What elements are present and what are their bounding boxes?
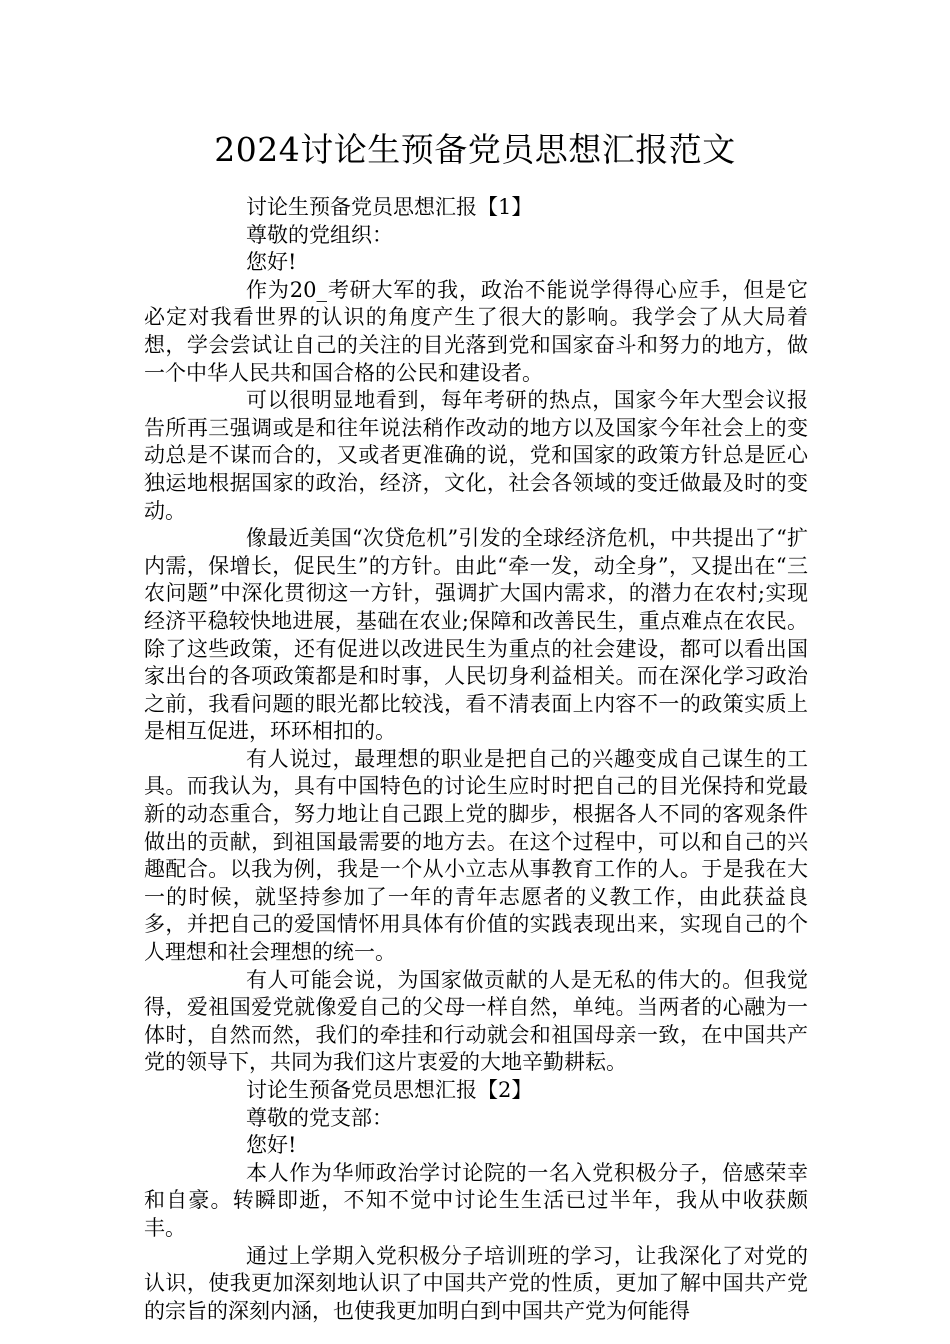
paragraph: 本人作为华师政治学讨论院的一名入党积极分子，倍感荣幸和自豪。转瞬即逝，不知不觉中讨论生生活已过半年，我从中收获颇丰。 (144, 1160, 808, 1240)
salutation: 尊敬的党支部： (246, 1105, 393, 1130)
salutation: 尊敬的党组织： (246, 222, 393, 247)
document-body (144, 194, 808, 1325)
paragraph: 有人说过，最理想的职业是把自己的兴趣变成自己谋生的工具。而我认为，具有中国特色的讨论生应时时把自己的目光保持和党最新的动态重合，努力地让自己跟上党的脚步，根据各人不同的客观条件做出的贡献，到祖国最需要的地方去。在这个过程中，可以和自己的兴趣配合。以我为例，我是一个从小立志从事教育工作的人。于是我在大一的时候，就坚持参加了一年的青年志愿者的义教工作，由此获益良多，并把自己的爱国情怀用具体有价值的实践表现出来，实现自己的个人理想和社会理想的统一。 (144, 746, 808, 965)
greeting: 您好! (246, 250, 297, 275)
paragraph: 有人可能会说，为国家做贡献的人是无私的伟大的。但我觉得，爱祖国爱党就像爱自己的父母一样自然，单纯。当两者的心融为一体时，自然而然，我们的牵挂和行动就会和祖国母亲一致，在中国共产党的领导下，共同为我们这片衷爱的大地辛勤耕耘。 (144, 967, 808, 1075)
paragraph: 通过上学期入党积极分子培训班的学习，让我深化了对党的认识，使我更加深刻地认识了中国共产党的性质，更加了解中国共产党的宗旨的深刻内涵，也使我更加明白到中国共产党为何能得 (144, 1243, 808, 1323)
paragraph: 可以很明显地看到，每年考研的热点，国家今年大型会议报告所再三强调或是和往年说法稍作改动的地方以及国家今年社会上的变动总是不谋而合的，又或者更准确的说，党和国家的政策方针总是匠心独运地根据国家的政治，经济，文化，社会各领域的变迁做最及时的变动。 (144, 388, 808, 523)
document-title: 2024讨论生预备党员思想汇报范文 (214, 130, 736, 169)
paragraph: 像最近美国“次贷危机”引发的全球经济危机，中共提出了“扩内需，保增长，促民生”的方针。由此“牵一发，动全身”，又提出在“三农问题”中深化贯彻这一方针，强调扩大国内需求，的潜力在农村;实现经济平稳较快地进展，基础在农业;保障和改善民生，重点难点在农民。除了这些政策，还有促进以改进民生为重点的社会建设，都可以看出国家出台的各项政策都是和时事，人民切身利益相关。而在深化学习政治之前，我看问题的眼光都比较浅，看不清表面上内容不一的政策实质上是相互促进，环环相扣的。 (144, 526, 808, 744)
greeting: 您好! (246, 1133, 297, 1158)
section-heading-2: 讨论生预备党员思想汇报【2】 (246, 1078, 533, 1102)
section-heading-1: 讨论生预备党员思想汇报【1】 (246, 195, 533, 219)
paragraph: 作为20_考研大军的我，政治不能说学得得心应手，但是它必定对我看世界的认识的角度产生了很大的影响。我学会了从大局着想，学会尝试让自己的关注的目光落到党和国家奋斗和努力的地方，做一个中华人民共和国合格的公民和建设者。 (144, 277, 808, 385)
